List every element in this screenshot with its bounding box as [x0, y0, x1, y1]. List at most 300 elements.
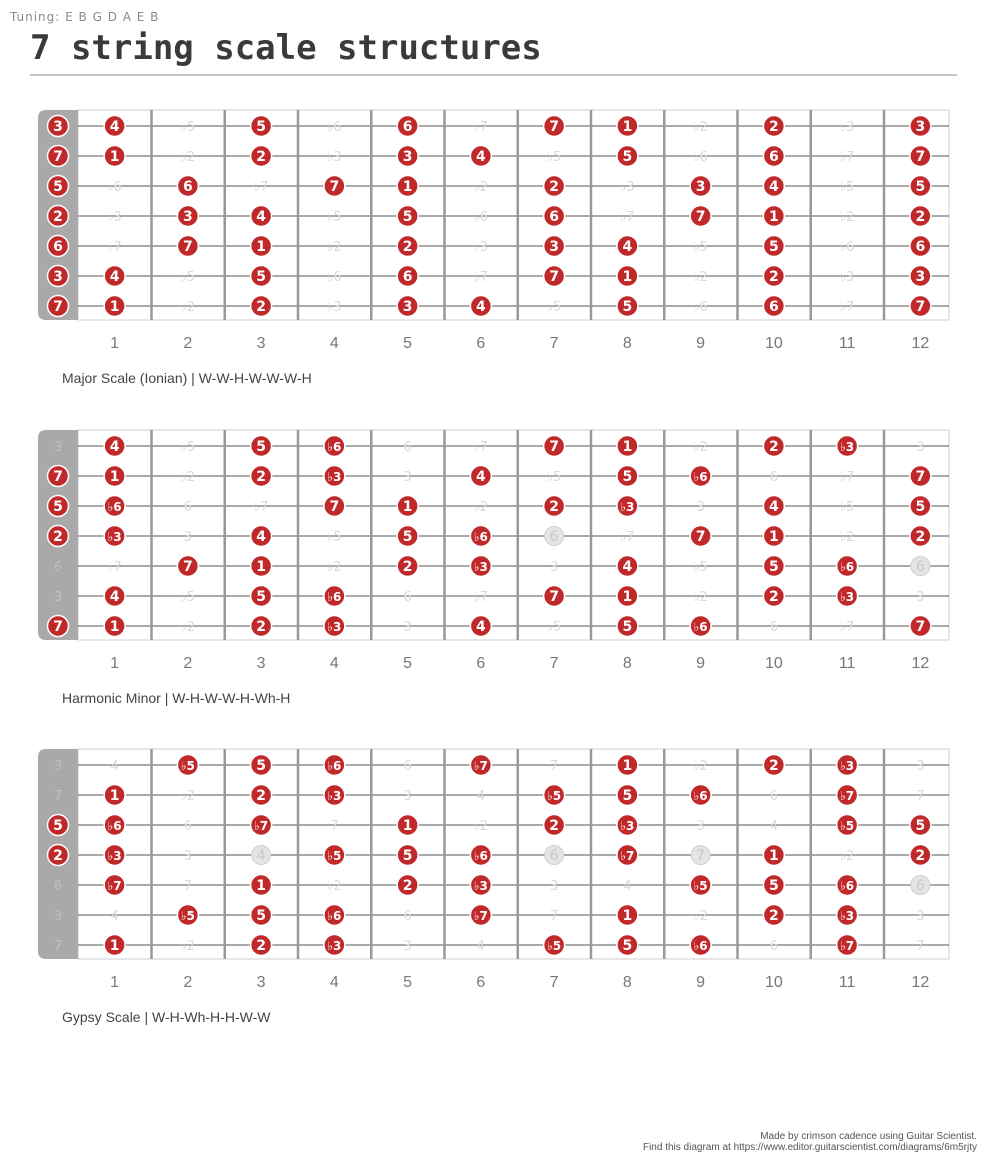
note-marker [324, 935, 345, 956]
svg-text:1: 1 [256, 559, 266, 575]
fret-number: 2 [183, 974, 193, 991]
note-marker [104, 266, 125, 287]
note-inactive: ♭5 [546, 620, 562, 635]
fret-wire [443, 110, 446, 320]
svg-text:2: 2 [256, 938, 266, 954]
fret-number: 6 [476, 974, 486, 991]
fret-wire [736, 749, 739, 959]
svg-text:4: 4 [109, 269, 120, 285]
fretboard-svg [0, 420, 987, 690]
svg-text:♭3: ♭3 [840, 909, 855, 923]
credit-footer [643, 1131, 977, 1153]
note-inactive: ♭3 [839, 270, 855, 285]
note-marker [251, 815, 272, 836]
svg-text:♭3: ♭3 [473, 879, 488, 893]
note-inactive: 3 [916, 909, 925, 924]
note-inactive: ♭2 [839, 849, 855, 864]
svg-text:1: 1 [622, 758, 633, 774]
svg-text:3: 3 [402, 299, 413, 315]
svg-text:1: 1 [622, 589, 633, 605]
svg-text:7: 7 [183, 559, 193, 575]
note-marker [910, 466, 931, 487]
note-inactive: 3 [53, 440, 63, 455]
fret-wire [224, 110, 227, 320]
note-marker [690, 206, 711, 227]
note-marker [617, 785, 638, 806]
note-inactive: ♭3 [839, 120, 855, 135]
note-inactive: 4 [769, 819, 779, 834]
fret-number: 5 [403, 974, 413, 991]
fret-wire [370, 110, 373, 320]
svg-text:5: 5 [915, 179, 926, 195]
note-marker [617, 116, 638, 137]
note-marker [763, 905, 784, 926]
fret-wire [883, 110, 886, 320]
svg-text:7: 7 [53, 149, 63, 165]
fret-number: 7 [549, 655, 559, 672]
svg-text:6: 6 [549, 848, 559, 864]
note-marker [837, 586, 858, 607]
note-marker [251, 935, 272, 956]
note-marker [104, 815, 125, 836]
note-marker [251, 586, 272, 607]
note-marker [837, 755, 858, 776]
svg-text:5: 5 [622, 788, 633, 804]
note-ghost-marker [911, 557, 930, 576]
fret-number: 5 [403, 335, 413, 352]
note-marker [617, 815, 638, 836]
note-inactive: ♭5 [546, 300, 562, 315]
note-marker [48, 116, 69, 137]
note-marker [251, 905, 272, 926]
note-inactive: ♭2 [327, 560, 342, 575]
svg-text:4: 4 [769, 179, 779, 195]
note-marker [104, 526, 125, 547]
note-inactive: ♭2 [693, 759, 708, 774]
fret-number: 10 [764, 655, 783, 672]
note-marker [104, 436, 125, 457]
fret-wire [150, 749, 153, 959]
note-marker [48, 146, 69, 167]
fret-wire [224, 430, 227, 640]
svg-text:6: 6 [183, 179, 193, 195]
svg-text:♭3: ♭3 [327, 620, 342, 634]
note-marker [470, 146, 491, 167]
note-inactive: 4 [110, 909, 119, 924]
note-inactive: ♭5 [180, 120, 196, 135]
note-marker [251, 146, 272, 167]
fret-wire [810, 110, 813, 320]
note-marker [470, 466, 491, 487]
svg-text:2: 2 [53, 848, 63, 864]
note-marker [690, 935, 711, 956]
note-inactive: ♭5 [546, 470, 562, 485]
note-inactive: ♭7 [473, 270, 489, 285]
svg-text:♭5: ♭5 [547, 789, 562, 803]
note-marker [910, 266, 931, 287]
note-inactive: 3 [549, 879, 559, 894]
note-inactive: 3 [183, 530, 193, 545]
fretboard-svg [0, 739, 987, 1009]
svg-text:2: 2 [915, 209, 926, 225]
svg-text:6: 6 [769, 149, 779, 165]
svg-text:2: 2 [256, 469, 266, 485]
note-inactive: 6 [403, 440, 412, 455]
note-marker [48, 176, 69, 197]
svg-text:1: 1 [622, 119, 633, 135]
fret-number: 11 [838, 974, 856, 991]
svg-text:2: 2 [53, 209, 63, 225]
note-inactive: 6 [769, 620, 779, 635]
note-marker [324, 785, 345, 806]
note-marker [251, 206, 272, 227]
note-inactive: ♭5 [180, 270, 196, 285]
note-marker [48, 845, 69, 866]
note-marker [251, 266, 272, 287]
note-marker [48, 266, 69, 287]
note-inactive: 3 [403, 620, 412, 635]
note-marker [324, 466, 345, 487]
note-marker [397, 556, 418, 577]
svg-text:4: 4 [256, 529, 266, 545]
note-inactive: 3 [696, 500, 705, 515]
svg-text:2: 2 [549, 499, 559, 515]
svg-text:4: 4 [476, 469, 486, 485]
svg-text:7: 7 [329, 499, 340, 515]
svg-text:7: 7 [549, 589, 559, 605]
svg-text:♭6: ♭6 [107, 500, 122, 514]
note-inactive: 6 [53, 560, 63, 575]
svg-text:4: 4 [622, 559, 633, 575]
svg-text:6: 6 [402, 269, 413, 285]
svg-text:1: 1 [622, 269, 633, 285]
svg-text:2: 2 [769, 758, 779, 774]
svg-text:5: 5 [769, 878, 779, 894]
note-marker [617, 466, 638, 487]
note-inactive: ♭3 [620, 180, 635, 195]
fret-wire [297, 110, 300, 320]
note-inactive: 4 [623, 879, 632, 894]
fret-number: 10 [764, 974, 783, 991]
svg-text:2: 2 [402, 878, 413, 894]
note-inactive: ♭5 [693, 240, 708, 255]
svg-text:4: 4 [622, 239, 633, 255]
svg-text:7: 7 [549, 439, 559, 455]
svg-text:4: 4 [109, 119, 120, 135]
note-marker [690, 875, 711, 896]
svg-text:♭3: ♭3 [620, 500, 635, 514]
svg-text:3: 3 [183, 209, 193, 225]
note-marker [910, 176, 931, 197]
fret-number: 9 [696, 655, 706, 672]
note-marker [690, 176, 711, 197]
fretboard-body [78, 110, 949, 320]
note-marker [397, 526, 418, 547]
note-marker [544, 815, 565, 836]
note-marker [544, 785, 565, 806]
note-marker [910, 146, 931, 167]
note-marker [251, 116, 272, 137]
svg-text:1: 1 [256, 878, 266, 894]
note-marker [617, 935, 638, 956]
note-ghost-marker [545, 846, 564, 865]
fret-wire [517, 430, 520, 640]
note-marker [617, 905, 638, 926]
note-marker [251, 556, 272, 577]
svg-text:5: 5 [622, 938, 633, 954]
note-inactive: ♭7 [473, 590, 489, 605]
svg-text:♭3: ♭3 [107, 530, 122, 544]
note-marker [544, 176, 565, 197]
svg-text:2: 2 [915, 848, 926, 864]
svg-text:2: 2 [769, 908, 779, 924]
note-inactive: 3 [916, 440, 925, 455]
note-marker [763, 755, 784, 776]
note-marker [397, 875, 418, 896]
note-inactive: ♭2 [180, 620, 196, 635]
fret-wire [297, 430, 300, 640]
note-marker [48, 236, 69, 257]
fret-wire [224, 749, 227, 959]
note-marker [910, 496, 931, 517]
note-inactive: ♭6 [327, 120, 342, 135]
note-marker [251, 466, 272, 487]
note-marker [470, 616, 491, 637]
note-inactive: ♭2 [693, 270, 708, 285]
svg-text:5: 5 [622, 469, 633, 485]
svg-text:♭3: ♭3 [840, 440, 855, 454]
fret-wire [810, 430, 813, 640]
svg-text:2: 2 [402, 559, 413, 575]
note-inactive: 3 [403, 470, 412, 485]
note-marker [544, 236, 565, 257]
note-marker [177, 905, 198, 926]
fret-wire [590, 430, 593, 640]
fret-number: 12 [911, 655, 930, 672]
note-inactive: 6 [183, 500, 193, 515]
note-marker [763, 526, 784, 547]
note-inactive: 4 [476, 789, 486, 804]
svg-text:♭7: ♭7 [473, 759, 488, 773]
svg-text:5: 5 [256, 119, 266, 135]
note-marker [837, 905, 858, 926]
note-marker [397, 815, 418, 836]
note-inactive: ♭6 [839, 240, 855, 255]
note-marker [763, 845, 784, 866]
svg-text:4: 4 [476, 299, 486, 315]
note-marker [397, 176, 418, 197]
svg-text:7: 7 [53, 619, 63, 635]
note-inactive: ♭7 [107, 240, 122, 255]
svg-text:7: 7 [695, 209, 706, 225]
svg-text:♭5: ♭5 [693, 879, 708, 893]
fret-wire [150, 430, 153, 640]
svg-text:3: 3 [915, 119, 926, 135]
svg-text:4: 4 [256, 209, 266, 225]
note-marker [690, 466, 711, 487]
note-inactive: ♭2 [180, 150, 196, 165]
note-marker [910, 206, 931, 227]
note-marker [48, 526, 69, 547]
svg-text:2: 2 [915, 529, 926, 545]
svg-text:1: 1 [769, 209, 779, 225]
svg-text:3: 3 [695, 179, 706, 195]
fret-wire [810, 749, 813, 959]
svg-text:2: 2 [256, 619, 266, 635]
note-inactive: 4 [476, 939, 486, 954]
svg-text:1: 1 [402, 818, 413, 834]
svg-text:3: 3 [402, 149, 413, 165]
note-inactive: 4 [110, 759, 119, 774]
note-marker [690, 526, 711, 547]
fret-number: 3 [256, 335, 266, 352]
note-marker [397, 116, 418, 137]
note-inactive: ♭5 [180, 590, 196, 605]
note-inactive: ♭7 [473, 440, 489, 455]
note-inactive: ♭2 [180, 939, 196, 954]
fret-wire [370, 430, 373, 640]
note-inactive: 7 [549, 759, 559, 774]
svg-text:1: 1 [622, 439, 633, 455]
svg-text:1: 1 [109, 149, 120, 165]
note-inactive: ♭7 [839, 470, 855, 485]
note-marker [324, 755, 345, 776]
note-ghost-marker [252, 846, 271, 865]
note-inactive: ♭2 [473, 180, 489, 195]
note-inactive: 6 [403, 759, 412, 774]
svg-text:♭7: ♭7 [107, 879, 122, 893]
svg-text:7: 7 [915, 149, 926, 165]
note-inactive: 3 [53, 759, 63, 774]
note-marker [104, 875, 125, 896]
note-marker [763, 556, 784, 577]
svg-text:♭5: ♭5 [547, 939, 562, 953]
fret-wire [883, 430, 886, 640]
note-inactive: ♭5 [180, 440, 196, 455]
note-marker [48, 815, 69, 836]
note-marker [470, 526, 491, 547]
note-marker [251, 785, 272, 806]
note-inactive: 6 [769, 939, 779, 954]
note-marker [104, 466, 125, 487]
note-marker [910, 526, 931, 547]
note-inactive: 7 [53, 789, 63, 804]
note-marker [397, 206, 418, 227]
fret-wire [663, 749, 666, 959]
note-marker [617, 755, 638, 776]
note-inactive: 3 [916, 759, 925, 774]
note-marker [910, 116, 931, 137]
svg-text:7: 7 [549, 269, 559, 285]
svg-text:4: 4 [109, 589, 120, 605]
fret-wire [443, 749, 446, 959]
note-inactive: ♭7 [107, 560, 122, 575]
svg-text:♭7: ♭7 [840, 939, 855, 953]
note-inactive: 7 [916, 939, 925, 954]
fret-number: 12 [911, 335, 930, 352]
svg-text:7: 7 [915, 299, 926, 315]
note-inactive: 3 [916, 590, 925, 605]
note-inactive: 3 [403, 939, 412, 954]
diagram-caption: Major Scale (Ionian) | W-W-H-W-W-W-H [62, 370, 312, 386]
note-inactive: 6 [403, 590, 412, 605]
note-marker [104, 616, 125, 637]
svg-text:♭6: ♭6 [840, 879, 855, 893]
note-inactive: ♭2 [693, 590, 708, 605]
note-inactive: 3 [696, 819, 705, 834]
svg-text:7: 7 [53, 469, 63, 485]
note-inactive: ♭7 [253, 500, 269, 515]
diagram-caption: Harmonic Minor | W-H-W-W-H-Wh-H [62, 690, 291, 706]
svg-text:♭3: ♭3 [107, 849, 122, 863]
svg-text:3: 3 [53, 119, 63, 135]
svg-text:1: 1 [769, 529, 779, 545]
note-inactive: ♭2 [693, 120, 708, 135]
svg-text:♭6: ♭6 [693, 789, 708, 803]
svg-text:6: 6 [53, 239, 63, 255]
note-inactive: ♭2 [327, 879, 342, 894]
note-inactive: 6 [183, 819, 193, 834]
svg-text:5: 5 [256, 269, 266, 285]
credit-line: Made by crimson cadence using Guitar Scientist. [760, 1131, 977, 1142]
note-marker [104, 845, 125, 866]
note-marker [763, 586, 784, 607]
svg-text:6: 6 [915, 878, 925, 894]
note-marker [763, 176, 784, 197]
svg-text:1: 1 [769, 848, 779, 864]
note-inactive: ♭7 [839, 150, 855, 165]
fret-number: 8 [622, 974, 632, 991]
note-marker [763, 436, 784, 457]
note-inactive: ♭7 [839, 620, 855, 635]
svg-text:5: 5 [256, 908, 266, 924]
note-marker [324, 616, 345, 637]
fret-number: 3 [256, 974, 266, 991]
svg-text:♭3: ♭3 [840, 759, 855, 773]
note-marker [470, 755, 491, 776]
note-marker [104, 785, 125, 806]
note-inactive: ♭2 [180, 470, 196, 485]
svg-text:♭3: ♭3 [327, 789, 342, 803]
note-marker [617, 845, 638, 866]
note-inactive: ♭2 [473, 819, 489, 834]
note-marker [470, 845, 491, 866]
svg-text:7: 7 [183, 239, 193, 255]
fret-number: 6 [476, 655, 486, 672]
fret-number: 10 [764, 335, 783, 352]
svg-text:1: 1 [622, 908, 633, 924]
svg-text:2: 2 [256, 788, 266, 804]
note-inactive: 6 [53, 879, 63, 894]
note-marker [544, 206, 565, 227]
svg-text:♭6: ♭6 [693, 470, 708, 484]
fret-number: 3 [256, 655, 266, 672]
fret-number: 2 [183, 655, 193, 672]
note-inactive: ♭5 [327, 530, 342, 545]
fret-number: 1 [110, 655, 120, 672]
note-marker [763, 146, 784, 167]
note-marker [324, 496, 345, 517]
svg-text:2: 2 [549, 818, 559, 834]
note-marker [251, 755, 272, 776]
note-marker [48, 466, 69, 487]
note-marker [544, 935, 565, 956]
note-inactive: ♭7 [253, 180, 269, 195]
title-divider [30, 74, 957, 76]
fret-wire [663, 430, 666, 640]
note-inactive: ♭3 [327, 150, 342, 165]
note-marker [544, 266, 565, 287]
